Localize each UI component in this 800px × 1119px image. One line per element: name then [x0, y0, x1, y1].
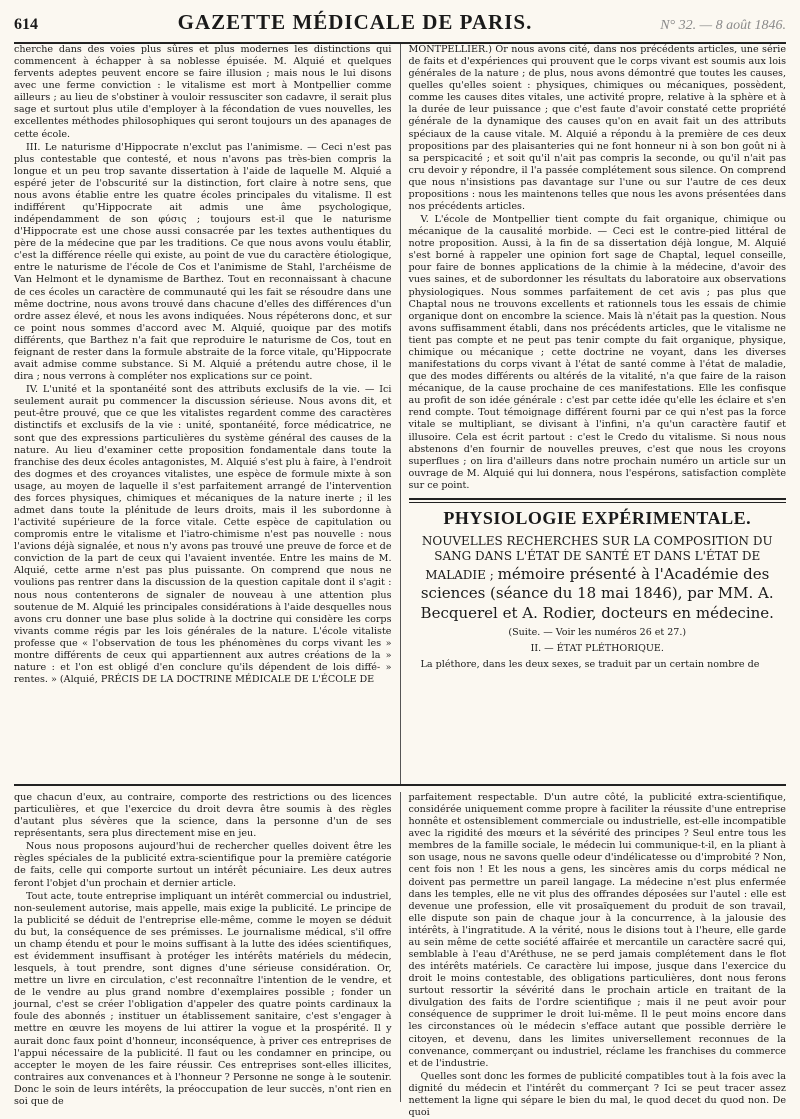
paragraph: La pléthore, dans les deux sexes, se traduit par un certain nombre de — [420, 659, 760, 671]
article-title-large: mémoire présenté à l'Académie des sciences (séance du 18 mai 1846), par MM. A. Becquerel et A. Rodier, docteurs en médecine. — [420, 564, 774, 622]
section-title: PHYSIOLOGIE EXPÉRIMENTALE. — [443, 507, 752, 528]
page-header — [14, 10, 786, 44]
paragraph: parfaitement respectable. D'un autre côté, la publicité extra-scientifique, considérée uniquement comme propre à faciliter la réussite d'une entreprise honnête et ostensiblement commerciale ou industrielle, est-elle incompatible avec la rigidité des mœurs et la sévérité des principes ? Seul entre tous les membres de la famille sociale, le médecin lui communique-t-il, en la pliant à son usage, nous ne savons quelle odeur d'indélicatesse ou d'improbité ? Non, cent fois non ! Et les nous a gens, les sincères amis du corps médical ne doivent pas permettre un pareil langage. La médecine n'est plus enfermée dans les temples, elle ne vit plus des offrandes déposées sur l'autel : elle est devenue une profession, elle vit prosaïquement du produit de son travail, elle dispute son pain de chaque jour à la concurrence, à la jalousie des intérêts, à l'ingratitude. A la vérité, nous le disions tout à l'heure, elle garde au sein même de cette société affairée et mercantile un caractère sacré qui, semblable à l'eau d'Aréthuse, ne se perd jamais complétement dans le flot des intérêts matériels. Ce caractère lui impose, jusque dans l'exercice du droit le moins contestable, des obligations particulières, dont nous ferons surtout ressortir la sévérité dans le prochain article en traitant de la divulgation des faits de l'ordre scientifique ; mais il ne peut avoir pour conséquence de supprimer le droit lui-même. Il le peut moins encore dans les circonstances où le médecin s'efface autant que possible derrière le citoyen, et devenu, dans les limites universellement reconnues de la convenance, commerçant ou industriel, réclame les franchises du commerce et de l'industrie. — [408, 792, 786, 1069]
article-title-small: NOUVELLES RECHERCHES SUR LA COMPOSITION DU SANG DANS L'ÉTAT DE SANTÉ ET DANS L'ÉTAT DE MALADIE ; — [421, 533, 773, 582]
paragraph: V. L'école de Montpellier tient compte du fait organique, chimique ou mécanique de la causalité morbide. — Ceci est le contre-pied littéral de notre proposition. Aussi, à la fin de sa dissertation déjà longue, M. Alquié s'est borné à rappeler une opinion fort sage de Chaptal, lequel conseille, pour faire de bonnes applications de la chimie à la médecine, d'avoir des vues saines, et de subordonner les résultats du laboratoire aux observations physiologiques. Nous sommes parfaitement de cet avis ; pas plus que Chaptal nous ne trouvons excellents et rationnels tous les essais de chimie organique dont on encombre la science. Mais là n'était pas la question. Nous avons suffisamment établi, dans nos précédents articles, que le vitalisme ne tient pas compte et ne peut pas tenir compte du fait organique, physique, chimique ou mécanique ; cette doctrine ne voyant, dans les diverses manifestations du corps vivant à l'état de santé comme à l'état de maladie, que des modes différents ou altérés de la vitalité, n'a que faire de la raison mécanique, de la cause prochaine de ces manifestations. Elle les confisque au profit de son idée générale : c'est par cette idée qu'elle les éclaire et s'en rend compte. Tout témoignage différent fourni par ce qui n'est pas la force vitale se multipliant, se divisant à l'infini, n'a qu'un caractère fautif et illusoire. Cela est écrit partout : c'est le Credo du vitalisme. Si nous nous abstenons d'en fournir de nouvelles preuves, c'est que nous les croyons superflues ; on lira d'ailleurs dans notre prochain numéro un article sur un ouvrage de M. Alquié qui lui donnera, nous l'espérons, satisfaction complète sur ce point. — [408, 214, 786, 491]
top-left-column — [14, 44, 401, 784]
subsection-heading: II. — ÉTAT PLÉTHORIQUE. — [530, 643, 664, 655]
paragraph: Quelles sont donc les formes de publicité compatibles tout à la fois avec la dignité du médecin et l'intérêt du commerçant ? Ici se peut tracer assez nettement la ligne qui sépare le bien du mal, le quod decet du quod non. De quoi — [408, 1070, 786, 1119]
bottom-columns — [14, 786, 786, 1119]
newspaper-page — [14, 10, 786, 1119]
dateline: N° 32. — 8 août 1846. — [660, 18, 786, 33]
paragraph: III. Le naturisme d'Hippocrate n'exclut pas l'animisme. — Ceci n'est pas plus contestable que contesté, et nous n'avons pas très-bien compris la longue et un peu trop savante dissertation à l'aide de laquelle M. Alquié a espéré jeter de l'obscurité sur la distinction, fort claire à notre sens, que nous avons établie entre les quatre écoles principales du vitalisme. Il est indifférent qu'Hippocrate ait admis une âme psychologique, indépendamment de son φύσις ; toujours est-il que le naturisme d'Hippocrate est une chose aussi consacrée par les textes authentiques du père de la médecine que par les traditions. Ce que nous avons voulu établir, c'est la différence réelle qui existe, au point de vue du caractère étiologique, entre le naturisme de l'école de Cos et l'animisme de Stahl, l'archéisme de Van Helmont et le dynamisme de Barthez. Tout en reconnaissant à chacune de ces écoles un caractère de communauté qui les fait se résoudre dans une même doctrine, nous avons trouvé dans chacune d'elles des différences d'un ordre assez élevé, et nous les avons indiquées. Nous répéterons donc, et sur ce point nous sommes d'accord avec M. Alquié, quoique par des motifs différents, que Barthez n'a fait que reproduire le naturisme de Cos, tout en feignant de rester dans la formule abstraite de la force vitale, qu'Hippocrate avait admise comme substance. Si M. Alquié a prétendu autre chose, il le dira ; nous verrons à compléter nos explications sur ce point. — [14, 141, 392, 383]
top-right-column — [401, 44, 787, 784]
paragraph: IV. L'unité et la spontanéité sont des attributs exclusifs de la vie. — Ici seulement aurait pu commencer la discussion sérieuse. Nous avons dit, et peut-être prouvé, que ce que les vitalistes regardent comme des caractères distinctifs et exclusifs de la vie : unité, spontanéité, force médicatrice, ne sont que des expressions particulières du système général des causes de la nature. Au lieu d'examiner cette proposition fondamentale dans toute la franchise des deux écoles antagonistes, M. Alquié s'est plu à faire, à l'endroit des dogmes et des croyances vitalistes, une espèce de formule mixte à son usage, au moyen de laquelle il s'est parfaitement arrangé de l'intervention des forces physiques, chimiques et mécaniques de la nature inerte ; il les admet dans toute la plénitude de leurs droits, mais il les subordonne à l'activité supérieure de la force vitale. Cette espèce de capitulation ou compromis entre le vitalisme et l'iatro-chimisme n'est pas nouvelle : nous l'avions déjà signalée, et nous n'y avons pas trouvé une preuve de force et de conviction de la part de ceux qui l'avaient inventée. Entre les mains de M. Alquié, cette arme n'est pas plus puissante. On comprend que nous ne voulions pas rentrer dans la discussion de la question capitale dont il s'agit : nous nous contenterons de signaler de nouveau à une attention plus soutenue de M. Alquié les principales considérations à l'aide desquelles nous avons cru donner une base plus solide à la doctrine qui considère les corps vivants comme régis par les lois générales de la nature. L'école vitaliste professe que « l'observation de tous les phénomènes du corps vivant les » montre différents de ceux qui appartiennent aux autres créations de la » nature : et l'on est obligé d'en conclure qu'ils dépendent de lois diffé- » rentes. » (Alquié, PRÉCIS DE LA DOCTRINE MÉDICALE DE L'ÉCOLE DE — [14, 384, 392, 686]
top-columns — [14, 44, 786, 786]
paragraph: Nous nous proposons aujourd'hui de rechercher quelles doivent être les règles spéciales de la publicité extra-scientifique pour la première catégorie de faits, celle qui comporte surtout un intérêt pécuniaire. Les deux autres feront l'objet d'un prochain et dernier article. — [14, 841, 392, 889]
bottom-left-column — [14, 792, 401, 1107]
article-title — [409, 534, 787, 624]
journal-title: GAZETTE MÉDICALE DE PARIS. — [177, 10, 533, 34]
bottom-right-column — [401, 792, 787, 1119]
page-number: 614 — [14, 16, 38, 33]
paragraph: cherche dans des voies plus sûres et plus modernes les distinctions qui commencent à échapper à sa noblesse épuisée. M. Alquié et quelques fervents adeptes peuvent encore se faire illusion ; mais nous le lui disons avec une ferme conviction : le vitalisme est mort à Montpellier comme ailleurs ; au lieu de s'obstiner à vouloir ressusciter son cadavre, il serait plus sage et surtout plus utile d'employer à la fécondation de vues nouvelles, les excellentes méthodes philosophiques qui seront toujours un des apanages de cette école. — [14, 44, 392, 140]
paragraph: Tout acte, toute entreprise impliquant un intérêt commercial ou industriel, non-seulement autorise, mais appelle, mais exige la publicité. Le principe de la publicité se déduit de l'entreprise elle-même, comme le moyen se déduit du but, la conséquence de ses prémisses. Le journalisme médical, s'il offre un champ étendu et pour le moins suffisant à la lutte des idées scientifiques, est évidemment insuffisant à protéger les intérêts matériels du médecin, lesquels, à tout prendre, sont dignes d'une sérieuse considération. Or, mettre un livre en circulation, c'est reconnaître l'intention de le vendre, et de le vendre au plus grand nombre d'exemplaires possible ; fonder un journal, c'est se créer l'obligation d'appeler des quatre points cardinaux la foule des abonnés ; instituer un établissement sanitaire, c'est s'engager à mettre en œuvre les moyens de lui attirer la vogue et la prospérité. Il y aurait donc faux point d'honneur, inconséquence, à priver ces entreprises de l'appui nécessaire de la publicité. Il faut ou les condamner en principe, ou accepter le moyen de les faire réussir. Ces entreprises sont-elles illicites, contraires aux convenances et à l'honneur ? Personne ne songe à le soutenir. Donc le soin de leurs intérêts, la préoccupation de leur succès, n'ont rien en soi que de — [14, 890, 392, 1107]
paragraph: que chacun d'eux, au contraire, comporte des restrictions ou des licences particulières, et que l'exercice du droit devra être soumis à des règles d'autant plus sévères que la science, dans la personne d'un de ses représentants, sera plus directement mise en jeu. — [14, 792, 392, 840]
section-divider — [409, 498, 787, 503]
paragraph: MONTPELLIER.) Or nous avons cité, dans nos précédents articles, une série de faits et d'expériences qui prouvent que le corps vivant est soumis aux lois générales de la nature ; de plus, nous avons démontré que toutes les causes, quelles qu'elles soient : physiques, chimiques ou mécaniques, possèdent, comme les causes dites vitales, une activité propre, relative à la sphère et à la durée de leur puissance ; que c'est faute d'avoir constaté cette propriété générale de la dynamique des causes qu'on en avait fait un des attributs spéciaux de la cause vitale. M. Alquié a répondu à la première de ces deux propositions par des plaisanteries qui ne font honneur ni à son bon goût ni à sa perspicacité ; et soit qu'il n'ait pas compris la seconde, ou qu'il n'ait pas cru devoir y répondre, il l'a passée complétement sous silence. On comprend que nous n'insistions pas davantage sur l'une ou sur l'autre de ces deux propositions : nous les maintenons telles que nous les avons présentées dans nos précédents articles. — [408, 44, 786, 213]
suite-note: (Suite. — Voir les numéros 26 et 27.) — [508, 627, 687, 639]
